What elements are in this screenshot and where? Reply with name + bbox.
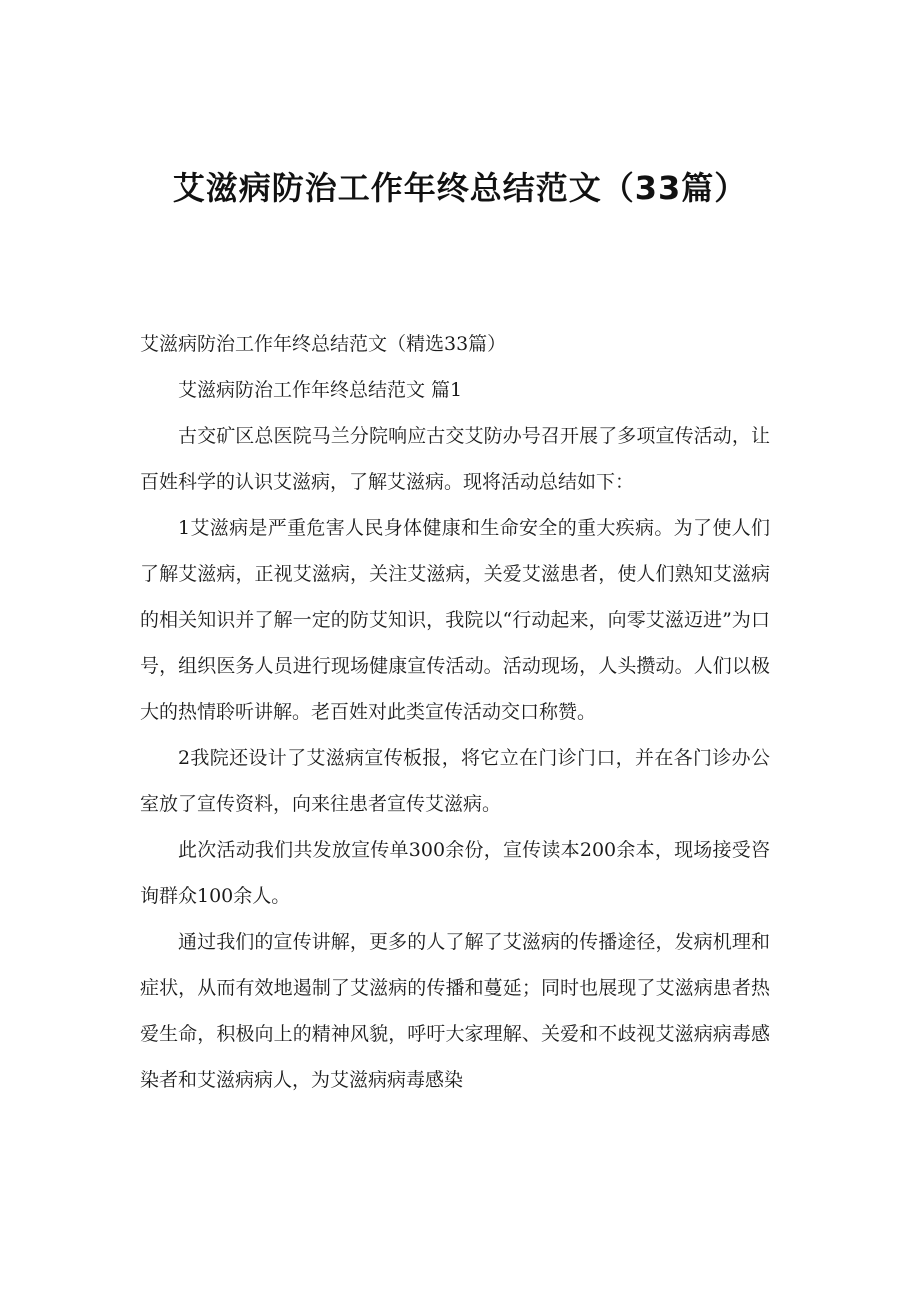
document-title: 艾滋病防治工作年终总结范文（33篇） [172, 169, 748, 207]
paragraph-item-1: 1艾滋病是严重危害人民身体健康和生命安全的重大疾病。为了使人们了解艾滋病，正视艾滋病，关注艾滋病，关爱艾滋患者，使人们熟知艾滋病的相关知识并了解一定的防艾知识，我院以“行动起来，向零艾滋迈进”为口号，组织医务人员进行现场健康宣传活动。活动现场，人头攒动。人们以极大的热情聆听讲解。老百姓对此类宣传活动交口称赞。 [140, 517, 770, 723]
section-heading: 艾滋病防治工作年终总结范文 篇1 [178, 379, 463, 401]
paragraph-statistics: 此次活动我们共发放宣传单300余份，宣传读本200余本，现场接受咨询群众100余人。 [140, 839, 770, 907]
document-body [140, 321, 770, 1103]
document-subtitle: 艾滋病防治工作年终总结范文（精选33篇） [140, 333, 507, 355]
paragraph-conclusion: 通过我们的宣传讲解，更多的人了解了艾滋病的传播途径，发病机理和症状，从而有效地遏制了艾滋病的传播和蔓延；同时也展现了艾滋病患者热爱生命，积极向上的精神风貌，呼吁大家理解、关爱和不歧视艾滋病病毒感染者和艾滋病病人，为艾滋病病毒感染 [140, 931, 770, 1091]
paragraph-item-2: 2我院还设计了艾滋病宣传板报，将它立在门诊门口，并在各门诊办公室放了宣传资料，向来往患者宣传艾滋病。 [140, 747, 770, 815]
paragraph-intro: 古交矿区总医院马兰分院响应古交艾防办号召开展了多项宣传活动，让百姓科学的认识艾滋病，了解艾滋病。现将活动总结如下： [140, 425, 770, 493]
